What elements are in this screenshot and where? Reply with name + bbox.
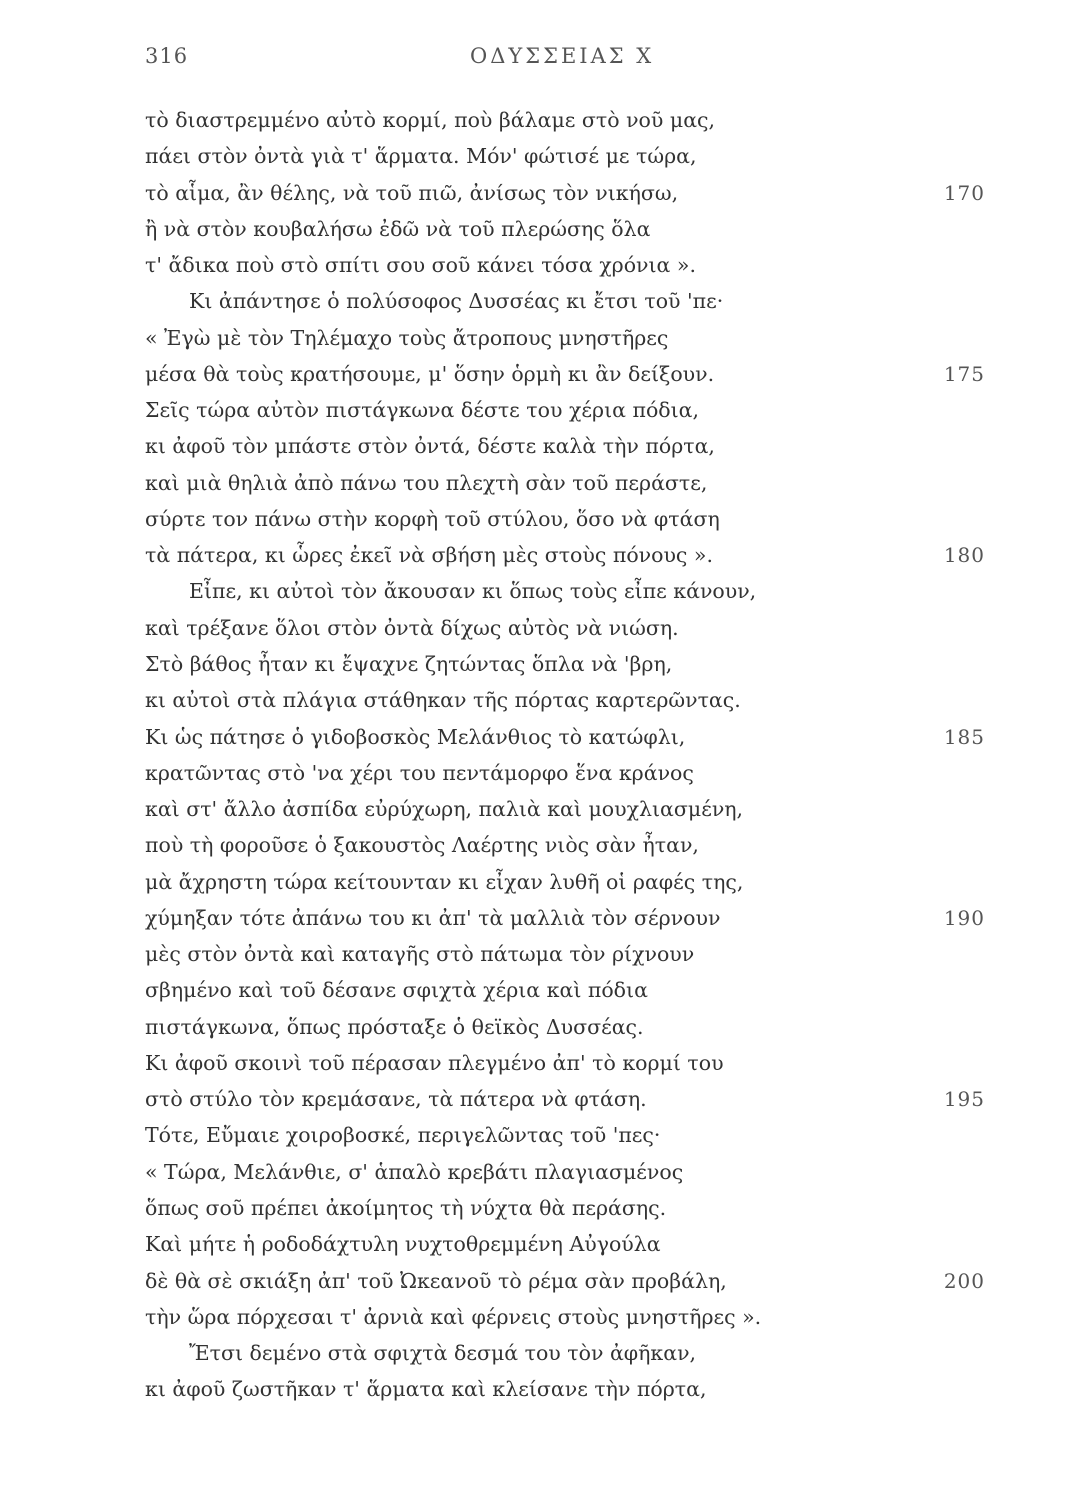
verse-line-text: σύρτε τον πάνω στὴν κορφὴ τοῦ στύλου, ὅσο νὰ φτάση	[145, 506, 720, 531]
verse-text	[145, 102, 985, 1408]
line-number: 200	[943, 1268, 985, 1293]
verse-line	[145, 1045, 985, 1081]
verse-line-text: δὲ θὰ σὲ σκιάξη ἀπ' τοῦ Ὠκεανοῦ τὸ ρέμα σὰν προβάλη,	[145, 1268, 727, 1293]
verse-line-text: Κι ὡς πάτησε ὁ γιδοβοσκὸς Μελάνθιος τὸ κατώφλι,	[145, 724, 686, 749]
verse-line-text: ἢ νὰ στὸν κουβαλήσω ἐδῶ νὰ τοῦ πλερώσης ὅλα	[145, 216, 651, 241]
page-number: 316	[145, 44, 189, 68]
verse-line	[145, 175, 985, 211]
verse-line	[145, 1299, 985, 1335]
verse-line-text: κρατῶντας στὸ 'να χέρι του πεντάμορφο ἕνα κράνος	[145, 760, 694, 785]
verse-line-text: καὶ μιὰ θηλιὰ ἀπὸ πάνω του πλεχτὴ σὰν τοῦ περάστε,	[145, 470, 708, 495]
line-number: 180	[943, 543, 985, 568]
verse-line-text: τὰ πάτερα, κι ὧρες ἐκεῖ νὰ σβήση μὲς στοὺς πόνους ».	[145, 543, 713, 568]
verse-line-text: Κι ἀφοῦ σκοινὶ τοῦ πέρασαν πλεγμένο ἀπ' τὸ κορμί του	[145, 1050, 724, 1075]
verse-line	[145, 827, 985, 863]
line-number: 190	[943, 905, 985, 930]
line-number: 195	[943, 1087, 985, 1112]
verse-line-text: χύμηξαν τότε ἀπάνω του κι ἀπ' τὰ μαλλιὰ τὸν σέρνουν	[145, 905, 721, 930]
verse-line-text: Κι ἀπάντησε ὁ πολύσοφος Δυσσέας κι ἔτσι τοῦ 'πε·	[189, 289, 724, 314]
verse-line-text: κι αὐτοὶ στὰ πλάγια στάθηκαν τῆς πόρτας καρτερῶντας.	[145, 688, 741, 713]
verse-line	[145, 356, 985, 392]
verse-line-text: σβημένο καὶ τοῦ δέσανε σφιχτὰ χέρια καὶ πόδια	[145, 978, 648, 1003]
verse-line	[145, 1154, 985, 1190]
verse-line-text: κι ἀφοῦ ζωστῆκαν τ' ἅρματα καὶ κλείσανε τὴν πόρτα,	[145, 1377, 707, 1402]
verse-line	[145, 1263, 985, 1299]
verse-line	[145, 1335, 985, 1371]
verse-line-text: πάει στὸν ὀντὰ γιὰ τ' ἅρματα. Μόν' φώτισέ με τώρα,	[145, 144, 697, 169]
verse-line-text: πιστάγκωνα, ὅπως πρόσταξε ὁ θεϊκὸς Δυσσέας.	[145, 1014, 644, 1039]
verse-line	[145, 791, 985, 827]
verse-line-text: Τότε, Εὔμαιε χοιροβοσκέ, περιγελῶντας τοῦ 'πες·	[145, 1123, 661, 1148]
line-number: 185	[943, 724, 985, 749]
verse-line-text: Σεῖς τώρα αὐτὸν πιστάγκωνα δέστε του χέρια πόδια,	[145, 398, 700, 423]
verse-line	[145, 1081, 985, 1117]
verse-line-text: μὲς στὸν ὀντὰ καὶ καταγῆς στὸ πάτωμα τὸν ρίχνουν	[145, 942, 695, 967]
verse-line	[145, 972, 985, 1008]
verse-line-text: Ἔτσι δεμένο στὰ σφιχτὰ δεσμά του τὸν ἀφῆκαν,	[189, 1341, 697, 1366]
verse-line	[145, 247, 985, 283]
verse-line-text: τὴν ὥρα πόρχεσαι τ' ἀρνιὰ καὶ φέρνεις στοὺς μνηστῆρες ».	[145, 1304, 762, 1329]
verse-line-text: « Ἐγὼ μὲ τὸν Τηλέμαχο τοὺς ἄτροπους μνηστῆρες	[145, 325, 669, 350]
verse-line	[145, 573, 985, 609]
verse-line	[145, 755, 985, 791]
verse-line	[145, 320, 985, 356]
line-number: 170	[943, 180, 985, 205]
verse-line-text: μὰ ἄχρηστη τώρα κείτουνταν κι εἶχαν λυθῆ οἱ ραφές της,	[145, 869, 744, 894]
verse-line	[145, 392, 985, 428]
verse-line	[145, 936, 985, 972]
verse-line-text: μέσα θὰ τοὺς κρατήσουμε, μ' ὅσην ὁρμὴ κι ἂν δείξουν.	[145, 361, 715, 386]
verse-line	[145, 1117, 985, 1153]
verse-line-text: « Τώρα, Μελάνθιε, σ' ἁπαλὸ κρεβάτι πλαγιασμένος	[145, 1159, 684, 1184]
verse-line	[145, 719, 985, 755]
verse-line	[145, 1009, 985, 1045]
verse-line	[145, 1190, 985, 1226]
verse-line	[145, 465, 985, 501]
verse-line	[145, 428, 985, 464]
running-title: ΟΔΥΣΣΕΙΑΣ Χ	[470, 44, 655, 68]
verse-line	[145, 1226, 985, 1262]
verse-line	[145, 1371, 985, 1407]
verse-line	[145, 102, 985, 138]
verse-line	[145, 211, 985, 247]
verse-line	[145, 138, 985, 174]
verse-line-text: στὸ στύλο τὸν κρεμάσανε, τὰ πάτερα νὰ φτάση.	[145, 1087, 647, 1112]
verse-line	[145, 864, 985, 900]
verse-line-text: καὶ τρέξανε ὅλοι στὸν ὀντὰ δίχως αὐτὸς νὰ νιώση.	[145, 615, 679, 640]
verse-line	[145, 283, 985, 319]
verse-line-text: τ' ἄδικα ποὺ στὸ σπίτι σου σοῦ κάνει τόσα χρόνια ».	[145, 253, 696, 278]
verse-line-text: ποὺ τὴ φοροῦσε ὁ ξακουστὸς Λαέρτης νιὸς σὰν ἦταν,	[145, 833, 699, 858]
verse-line-text: τὸ αἷμα, ἂν θέλης, νὰ τοῦ πιῶ, ἀνίσως τὸν νικήσω,	[145, 180, 679, 205]
verse-line-text: τὸ διαστρεμμένο αὐτὸ κορμί, ποὺ βάλαμε στὸ νοῦ μας,	[145, 108, 716, 132]
verse-line	[145, 682, 985, 718]
line-number: 175	[943, 361, 985, 386]
verse-line	[145, 610, 985, 646]
verse-line-text: Εἶπε, κι αὐτοὶ τὸν ἄκουσαν κι ὅπως τοὺς εἶπε κάνουν,	[189, 579, 757, 604]
verse-line	[145, 646, 985, 682]
verse-line	[145, 501, 985, 537]
verse-line-text: κι ἀφοῦ τὸν μπάστε στὸν ὀντά, δέστε καλὰ τὴν πόρτα,	[145, 434, 715, 459]
verse-line-text: ὅπως σοῦ πρέπει ἀκοίμητος τὴ νύχτα θὰ περάσης.	[145, 1195, 667, 1220]
verse-line	[145, 537, 985, 573]
verse-line	[145, 900, 985, 936]
verse-line-text: καὶ στ' ἄλλο ἀσπίδα εὐρύχωρη, παλιὰ καὶ μουχλιασμένη,	[145, 797, 744, 822]
verse-line-text: Καὶ μήτε ἡ ροδοδάχτυλη νυχτοθρεμμένη Αὐγούλα	[145, 1232, 661, 1257]
verse-line-text: Στὸ βάθος ἦταν κι ἔψαχνε ζητώντας ὅπλα νὰ 'βρη,	[145, 651, 673, 676]
